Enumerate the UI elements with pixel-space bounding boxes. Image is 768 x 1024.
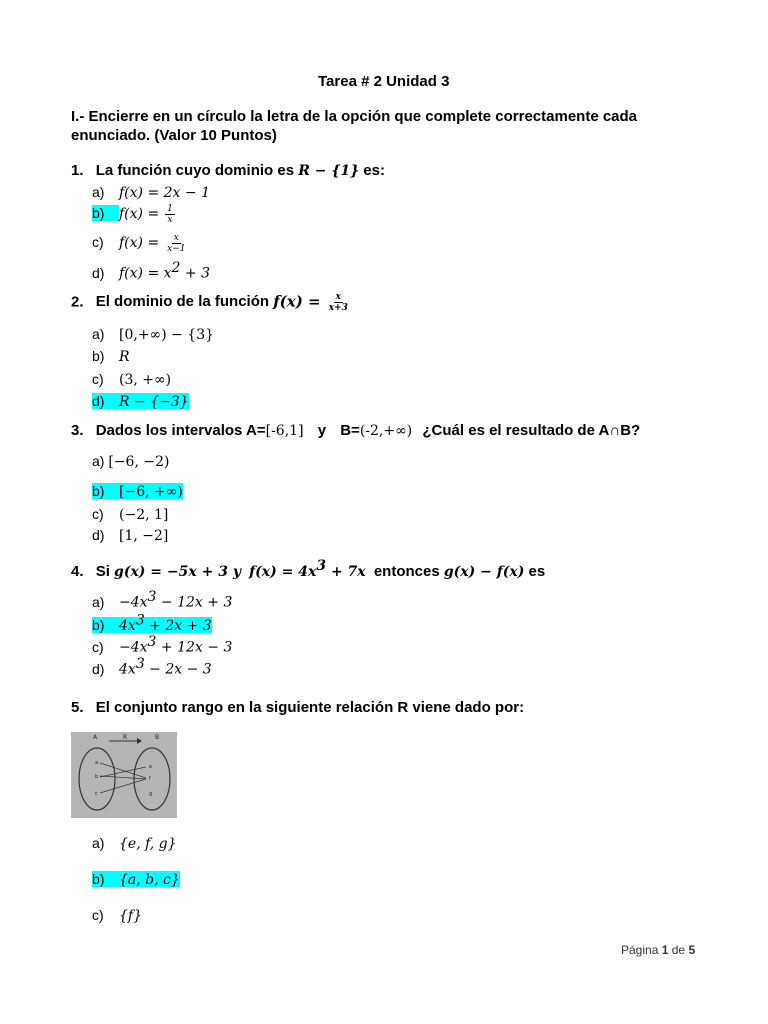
set-b-label: B xyxy=(155,734,160,741)
option-label: b) xyxy=(92,616,105,633)
page-title: Tarea # 2 Unidad 3 xyxy=(318,73,450,90)
footer-prefix: Página xyxy=(621,943,659,957)
option-label: c) xyxy=(92,638,104,655)
footer-of: de xyxy=(671,943,686,957)
f-function: f(x) = 4x xyxy=(249,564,317,580)
question-text-es: es xyxy=(528,563,546,580)
option-label: d) xyxy=(92,393,105,409)
question-text-end: ¿Cuál es el resultado de A∩B? xyxy=(422,422,641,439)
option-math: R − {−3} xyxy=(119,394,189,410)
question-text: Dados los intervalos A= xyxy=(95,422,266,439)
question-number: 1. xyxy=(71,162,84,179)
q4-option-b[interactable] xyxy=(92,612,212,634)
fraction-numerator: x xyxy=(335,292,342,302)
superscript: 3 xyxy=(316,558,327,574)
fraction xyxy=(165,233,187,254)
question-3 xyxy=(71,422,640,439)
interval-b: (-2,+∞) xyxy=(359,423,413,439)
question-text: La función cuyo dominio es xyxy=(95,162,295,179)
q2-option-c[interactable] xyxy=(92,371,171,388)
option-math: (−2, 1] xyxy=(119,507,169,523)
option-math: {e, f, g} xyxy=(119,836,177,852)
g-function: g(x) = −5x + 3 y xyxy=(114,564,241,580)
relation-diagram xyxy=(71,732,177,818)
domain-element: a xyxy=(95,760,99,766)
interval-a: [-6,1] xyxy=(265,423,304,439)
option-math: {a, b, c} xyxy=(119,872,180,888)
fraction-denominator: x−1 xyxy=(167,244,186,254)
range-element: e xyxy=(149,764,153,770)
superscript: 3 xyxy=(135,612,145,628)
option-label: c) xyxy=(92,506,104,522)
range-element: f xyxy=(149,776,151,782)
q3-option-d[interactable] xyxy=(92,527,168,544)
superscript: 3 xyxy=(135,656,145,672)
option-label: b) xyxy=(92,348,105,364)
option-label: c) xyxy=(92,234,104,251)
option-math: {f} xyxy=(119,908,142,924)
domain-element: c xyxy=(95,791,98,797)
option-label: d) xyxy=(92,264,105,281)
q4-option-a[interactable] xyxy=(92,589,232,611)
question-number: 5. xyxy=(71,699,84,716)
option-math: f(x) = x xyxy=(119,265,172,282)
q2-option-d[interactable] xyxy=(92,393,189,410)
option-label: c) xyxy=(92,371,104,387)
option-label: a) xyxy=(92,184,105,200)
range-element: g xyxy=(149,791,153,797)
question-text-entonces: entonces xyxy=(373,563,440,580)
question-number: 2. xyxy=(71,293,84,311)
footer-page-number: 1 xyxy=(661,943,669,957)
footer-total-pages: 5 xyxy=(688,943,696,957)
fraction-numerator: x xyxy=(173,233,179,243)
option-math: 4x xyxy=(119,617,136,634)
fraction-numerator: 1 xyxy=(167,204,173,214)
fraction xyxy=(327,292,350,313)
question-1 xyxy=(71,162,385,179)
q3-option-b[interactable] xyxy=(92,483,183,500)
option-label: a) xyxy=(92,326,105,342)
relation-label: R xyxy=(123,734,128,741)
superscript: 3 xyxy=(147,589,157,605)
option-math: [−6, −2) xyxy=(108,454,170,470)
option-math-tail: + 12x − 3 xyxy=(156,639,233,656)
question-text-b: B= xyxy=(340,422,360,439)
option-label: a) xyxy=(92,835,105,851)
option-math-tail: + 3 xyxy=(180,265,210,282)
domain-element: b xyxy=(95,774,99,780)
set-a-label: A xyxy=(93,734,98,741)
page-footer xyxy=(621,943,695,957)
q1-option-c[interactable] xyxy=(92,233,187,254)
option-math: −4x xyxy=(119,594,148,611)
instruction-line-1: I.- Encierre en un círculo la letra de la opción que complete correctamente cada xyxy=(71,108,638,125)
option-math-tail: − 2x − 3 xyxy=(144,661,212,678)
question-text-end: es: xyxy=(363,162,385,179)
fraction xyxy=(165,204,175,225)
q2-option-b[interactable] xyxy=(92,348,130,365)
fraction-denominator: x+3 xyxy=(328,303,348,313)
option-math: −4x xyxy=(119,639,148,656)
option-math: R xyxy=(119,349,130,365)
expression: g(x) − f(x) xyxy=(443,564,525,580)
q1-option-a[interactable] xyxy=(92,184,210,201)
option-label: c) xyxy=(92,907,104,923)
question-text-y: y xyxy=(317,422,327,439)
option-math: f(x) = xyxy=(119,235,160,252)
question-5 xyxy=(71,699,524,716)
q1-option-b[interactable] xyxy=(92,204,175,225)
relation-diagram-svg xyxy=(71,732,177,818)
f-function-tail: + 7x xyxy=(326,564,366,580)
q5-option-b[interactable] xyxy=(92,871,180,888)
option-math: [0,+∞) − {3} xyxy=(119,327,215,343)
question-math: R − {1} xyxy=(298,163,360,179)
q4-option-d[interactable] xyxy=(92,656,212,678)
question-4 xyxy=(71,558,545,580)
fraction-denominator: x xyxy=(167,215,173,225)
question-2 xyxy=(71,292,350,313)
option-math: f(x) = xyxy=(119,206,160,223)
q4-option-c[interactable] xyxy=(92,634,232,656)
question-text: El conjunto rango en la siguiente relación R viene dado por: xyxy=(95,699,525,716)
option-math: 4x xyxy=(119,661,136,678)
option-label: b) xyxy=(92,483,105,499)
superscript: 2 xyxy=(171,260,181,276)
option-label: b) xyxy=(92,205,119,221)
q3-option-a[interactable] xyxy=(92,453,169,470)
option-math: [−6, +∞) xyxy=(119,484,183,500)
option-math: f(x) = 2x − 1 xyxy=(119,185,210,201)
question-text: El dominio de la función xyxy=(95,293,270,311)
question-text-si: Si xyxy=(95,563,110,580)
question-number: 3. xyxy=(71,422,84,439)
option-math-tail: − 12x + 3 xyxy=(156,594,233,611)
q5-option-a[interactable] xyxy=(92,835,177,852)
q5-option-c[interactable] xyxy=(92,907,142,924)
option-label: d) xyxy=(92,527,105,543)
option-math: [1, −2] xyxy=(119,528,169,544)
q3-option-c[interactable] xyxy=(92,506,168,523)
question-number: 4. xyxy=(71,563,84,580)
option-math-tail: + 2x + 3 xyxy=(144,617,212,634)
instruction-line-2: enunciado. (Valor 10 Puntos) xyxy=(71,127,277,144)
q1-option-d[interactable] xyxy=(92,260,210,282)
option-math: (3, +∞) xyxy=(119,372,172,388)
superscript: 3 xyxy=(147,634,157,650)
option-label: a) xyxy=(92,593,105,610)
q2-option-a[interactable] xyxy=(92,326,214,343)
question-math: f(x) = xyxy=(273,292,321,311)
option-label: b) xyxy=(92,871,105,887)
option-label: a) xyxy=(92,453,105,469)
option-label: d) xyxy=(92,660,105,677)
